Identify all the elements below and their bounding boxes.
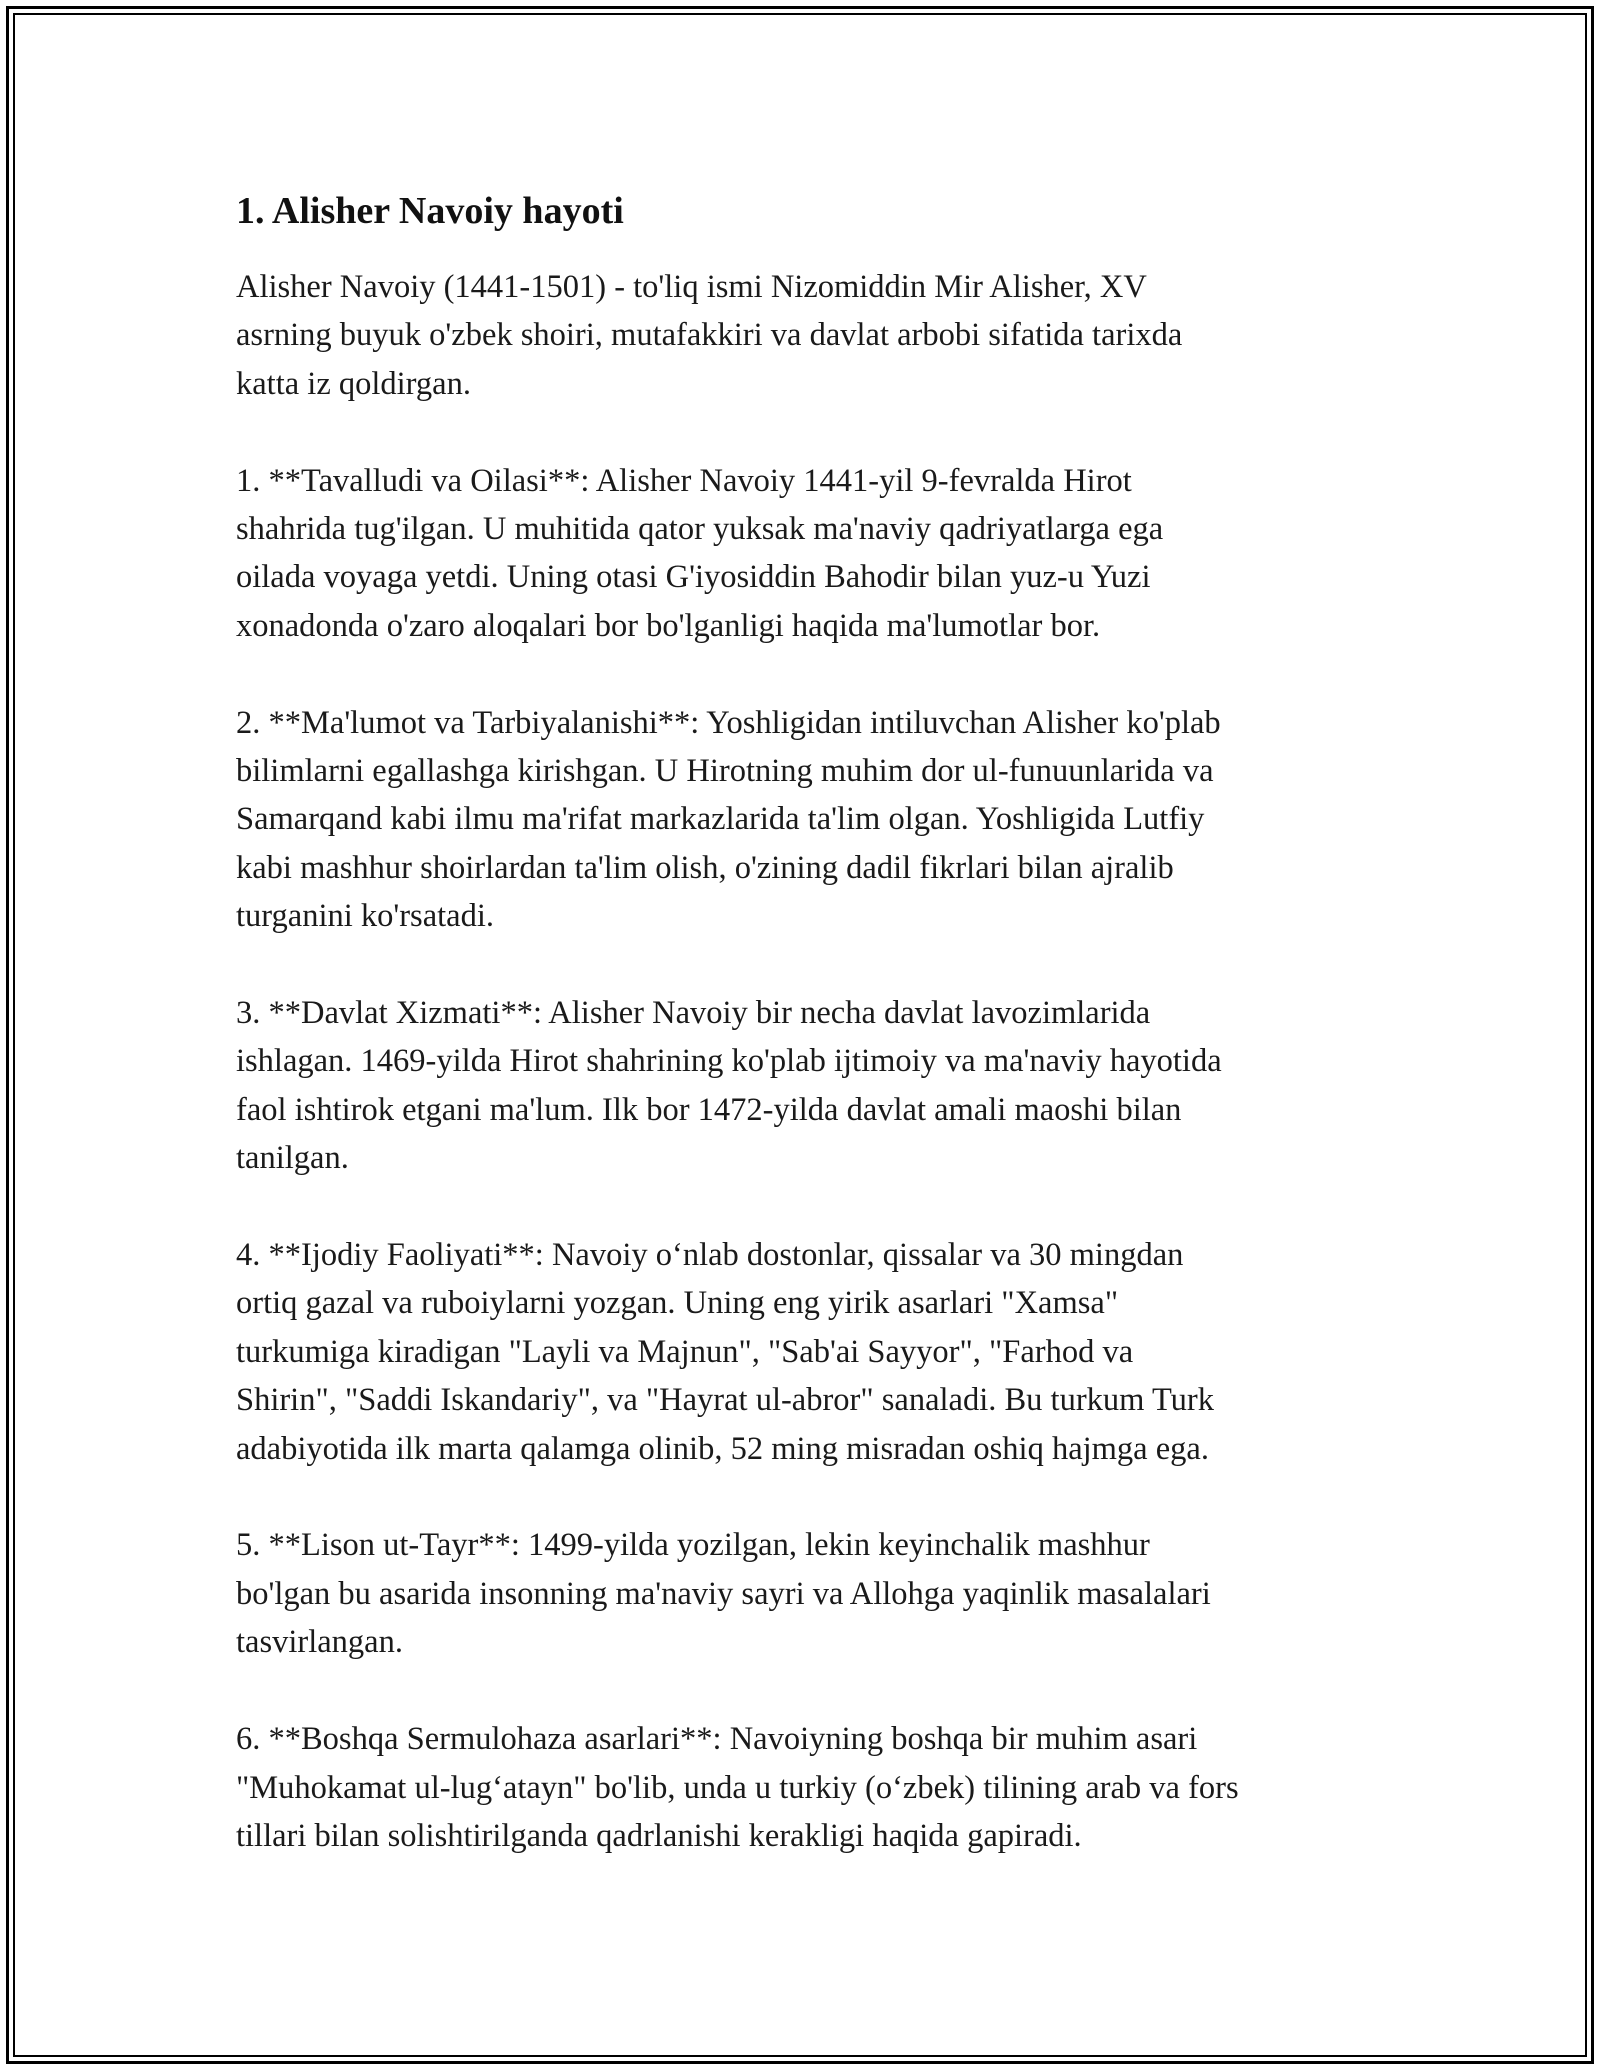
paragraph-line: tanilgan. <box>236 1140 349 1177</box>
intro-paragraph <box>236 263 1386 408</box>
paragraph-line: asrning buyuk o'zbek shoiri, mutafakkiri va davlat arbobi sifatida tarixda <box>236 317 1183 354</box>
list-item-creative-work <box>236 1231 1386 1473</box>
paragraph-line: tasvirlangan. <box>236 1624 403 1661</box>
paragraph-line: turkumiga kiradigan "Layli va Majnun", "Sab'ai Sayyor", "Farhod va <box>236 1333 1134 1370</box>
paragraph-line: tillari bilan solishtirilganda qadrlanishi kerakligi haqida gapiradi. <box>236 1817 1082 1854</box>
paragraph-line: shahrida tug'ilgan. U muhitida qator yuksak ma'naviy qadriyatlarga ega <box>236 511 1164 548</box>
paragraph-line: Shirin", "Saddi Iskandariy", va "Hayrat ul-abror" sanaladi. Bu turkum Turk <box>236 1382 1214 1419</box>
paragraph-line: 3. **Davlat Xizmati**: Alisher Navoiy bir necha davlat lavozimlarida <box>236 995 1151 1032</box>
paragraph-line: 5. **Lison ut-Tayr**: 1499-yilda yozilgan, lekin keyinchalik mashhur <box>236 1527 1150 1564</box>
paragraph-line: xonadonda o'zaro aloqalari bor bo'lganligi haqida ma'lumotlar bor. <box>236 607 1101 644</box>
paragraph-line: bilimlarni egallashga kirishgan. U Hirotning muhim dor ul-funuunlarida va <box>236 753 1214 790</box>
list-item-other-works <box>236 1715 1386 1860</box>
paragraph-line: 4. **Ijodiy Faoliyati**: Navoiy o‘nlab dostonlar, qissalar va 30 mingdan <box>236 1237 1184 1274</box>
paragraph-line: Samarqand kabi ilmu ma'rifat markazlarida ta'lim olgan. Yoshligida Lutfiy <box>236 801 1205 838</box>
paragraph-line: oilada voyaga yetdi. Uning otasi G'iyosiddin Bahodir bilan yuz-u Yuzi <box>236 559 1151 596</box>
paragraph-line: "Muhokamat ul-lug‘atayn" bo'lib, unda u turkiy (o‘zbek) tilining arab va fors <box>236 1769 1239 1806</box>
paragraph-line: turganini ko'rsatadi. <box>236 898 494 935</box>
paragraph-line: 2. **Ma'lumot va Tarbiyalanishi**: Yoshligidan intiluvchan Alisher ko'plab <box>236 704 1221 741</box>
paragraph-line: Alisher Navoiy (1441-1501) - to'liq ismi Nizomiddin Mir Alisher, XV <box>236 269 1147 305</box>
list-item-education <box>236 699 1386 941</box>
paragraph-line: bo'lgan bu asarida insonning ma'naviy sayri va Allohga yaqinlik masalalari <box>236 1575 1211 1612</box>
paragraph-line: 1. **Tavalludi va Oilasi**: Alisher Navoiy 1441-yil 9-fevralda Hirot <box>236 462 1132 499</box>
paragraph-line: adabiyotida ilk marta qalamga olinib, 52 ming misradan oshiq hajmga ega. <box>236 1430 1209 1467</box>
list-item-state-service <box>236 989 1386 1183</box>
section-heading: 1. Alisher Navoiy hayoti <box>236 190 624 232</box>
paragraph-line: ishlagan. 1469-yilda Hirot shahrining ko'plab ijtimoiy va ma'naviy hayotida <box>236 1043 1222 1080</box>
list-item-birth-family <box>236 457 1386 651</box>
paragraph-line: ortiq gazal va ruboiylarni yozgan. Uning eng yirik asarlari "Xamsa" <box>236 1285 1119 1322</box>
paragraph-line: kabi mashhur shoirlardan ta'lim olish, o'zining dadil fikrlari bilan ajralib <box>236 849 1174 886</box>
paragraph-line: katta iz qoldirgan. <box>236 365 471 402</box>
list-item-lison-ut-tayr <box>236 1521 1386 1666</box>
paragraph-line: faol ishtirok etgani ma'lum. Ilk bor 1472-yilda davlat amali maoshi bilan <box>236 1091 1182 1128</box>
document-body <box>236 185 1386 1909</box>
paragraph-line: 6. **Boshqa Sermulohaza asarlari**: Navoiyning boshqa bir muhim asari <box>236 1721 1198 1758</box>
